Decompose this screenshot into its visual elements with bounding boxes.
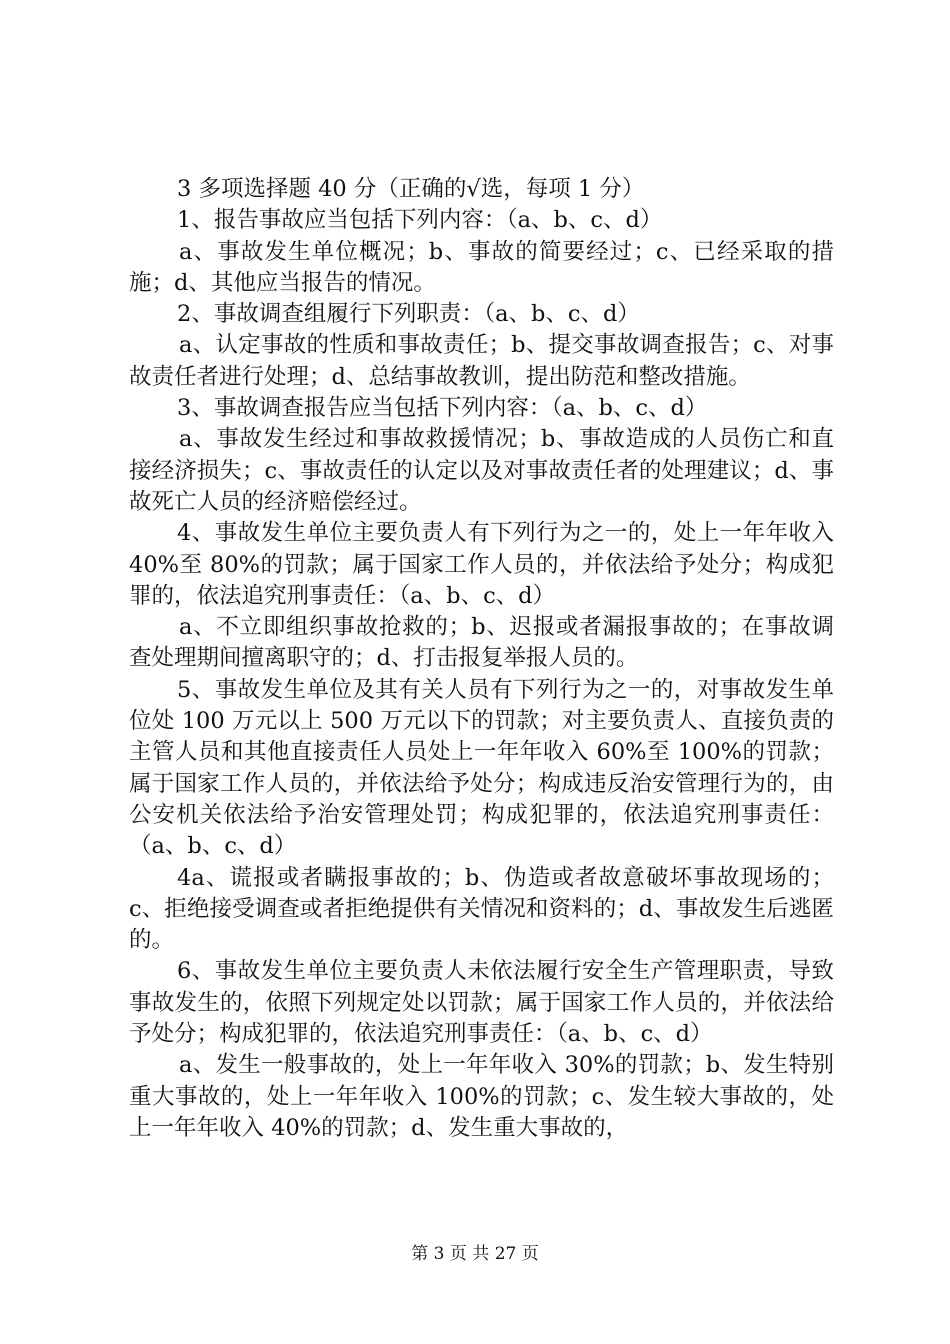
question-5: 5、事故发生单位及其有关人员有下列行为之一的，对事故发生单位处 100 万元以上 500 万元以下的罚款；对主要负责人、直接负责的主管人员和其他直接责任人员处上一年年收入 60%至 100%的罚款；属于国家工作人员的，并依法给予处分；构成违反治安管理行为的，由公安机关依法给予治安管理处罚；构成犯罪的，依法追究刑事责任：（a、b、c、d） — [129, 676, 834, 860]
question-6-options: a、发生一般事故的，处上一年年收入 30%的罚款；b、发生特别重大事故的，处上一年年收入 100%的罚款；c、发生较大事故的，处上一年年收入 40%的罚款；d、发生重大事故的， — [129, 1052, 834, 1141]
question-4: 4、事故发生单位主要负责人有下列行为之一的，处上一年年收入 40%至 80%的罚款；属于国家工作人员的，并依法给予处分；构成犯罪的，依法追究刑事责任：（a、b、c、d） — [129, 520, 834, 609]
document-body — [129, 174, 834, 1144]
question-3-options: a、事故发生经过和事故救援情况；b、事故造成的人员伤亡和直接经济损失；c、事故责任的认定以及对事故责任者的处理建议；d、事故死亡人员的经济赔偿经过。 — [129, 426, 834, 515]
section-heading: 3 多项选择题 40 分（正确的√选，每项 1 分） — [177, 176, 645, 202]
question-6: 6、事故发生单位主要负责人未依法履行安全生产管理职责，导致事故发生的，依照下列规定处以罚款；属于国家工作人员的，并依法给予处分；构成犯罪的，依法追究刑事责任：（a、b、c、d） — [129, 958, 834, 1048]
page-number-footer: 第 3 页 共 27 页 — [411, 1244, 539, 1264]
question-1: 1、报告事故应当包括下列内容：（a、b、c、d） — [177, 207, 663, 234]
question-5-options: 4a、谎报或者瞒报事故的；b、伪造或者故意破坏事故现场的；c、拒绝接受调查或者拒绝提供有关情况和资料的；d、事故发生后逃匿的。 — [129, 864, 834, 954]
question-3: 3、事故调查报告应当包括下列内容：（a、b、c、d） — [177, 395, 708, 422]
question-2: 2、事故调查组履行下列职责：（a、b、c、d） — [177, 301, 640, 328]
question-2-options: a、认定事故的性质和事故责任；b、提交事故调查报告；c、对事故责任者进行处理；d、总结事故教训，提出防范和整改措施。 — [129, 332, 834, 390]
question-4-options: a、不立即组织事故抢救的；b、迟报或者漏报事故的；在事故调查处理期间擅离职守的；d、打击报复举报人员的。 — [129, 614, 834, 672]
question-1-options: a、事故发生单位概况；b、事故的简要经过；c、已经采取的措施；d、其他应当报告的情况。 — [129, 238, 834, 296]
